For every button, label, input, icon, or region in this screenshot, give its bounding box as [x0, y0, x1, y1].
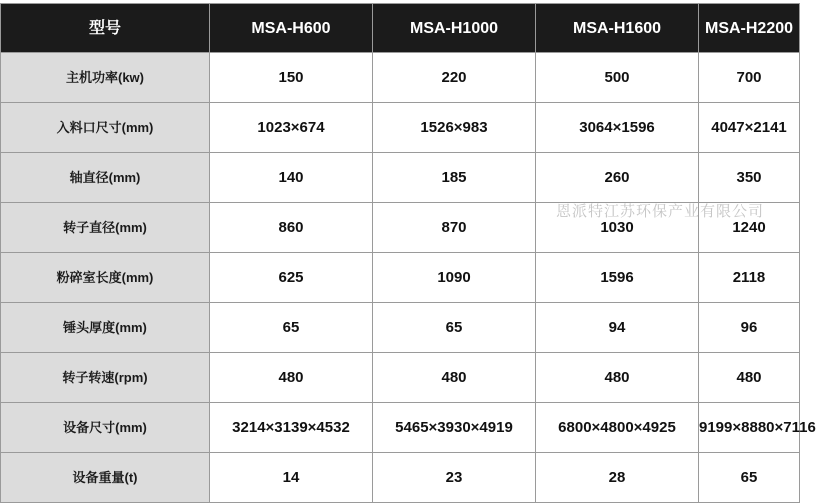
table-row — [1, 453, 800, 503]
table-cell: 220 — [373, 53, 536, 103]
table-cell: 94 — [536, 303, 699, 353]
header-model-h1600: MSA-H1600 — [536, 4, 699, 53]
table-cell: 1526×983 — [373, 103, 536, 153]
row-label: 入料口尺寸(mm) — [1, 103, 210, 153]
table-cell: 3214×3139×4532 — [210, 403, 373, 453]
row-label: 轴直径(mm) — [1, 153, 210, 203]
table-cell: 480 — [699, 353, 800, 403]
table-cell: 65 — [699, 453, 800, 503]
table-cell: 480 — [373, 353, 536, 403]
table-cell: 1030 — [536, 203, 699, 253]
table-cell: 23 — [373, 453, 536, 503]
header-model-h600: MSA-H600 — [210, 4, 373, 53]
table-cell: 140 — [210, 153, 373, 203]
table-cell: 1240 — [699, 203, 800, 253]
table-cell: 260 — [536, 153, 699, 203]
table-row — [1, 103, 800, 153]
table-cell: 28 — [536, 453, 699, 503]
table-row — [1, 353, 800, 403]
table-cell: 625 — [210, 253, 373, 303]
table-cell: 150 — [210, 53, 373, 103]
row-label: 锤头厚度(mm) — [1, 303, 210, 353]
table-cell: 4047×2141 — [699, 103, 800, 153]
row-label: 设备重量(t) — [1, 453, 210, 503]
spec-table — [0, 3, 816, 503]
row-label: 主机功率(kw) — [1, 53, 210, 103]
table-cell: 3064×1596 — [536, 103, 699, 153]
table-cell: 2118 — [699, 253, 800, 303]
table-cell: 700 — [699, 53, 800, 103]
table-row — [1, 403, 800, 453]
company-watermark: 恩派特江苏环保产业有限公司 — [556, 202, 765, 220]
table-cell: 65 — [210, 303, 373, 353]
row-label: 设备尺寸(mm) — [1, 403, 210, 453]
table-row — [1, 153, 800, 203]
table-cell: 1090 — [373, 253, 536, 303]
table-cell: 96 — [699, 303, 800, 353]
table-cell: 870 — [373, 203, 536, 253]
table-row — [1, 53, 800, 103]
row-label: 粉碎室长度(mm) — [1, 253, 210, 303]
table-cell: 5465×3930×4919 — [373, 403, 536, 453]
header-model-h2200: MSA-H2200 — [699, 4, 800, 53]
table-cell: 1596 — [536, 253, 699, 303]
table-cell: 500 — [536, 53, 699, 103]
table-cell: 14 — [210, 453, 373, 503]
table-cell: 350 — [699, 153, 800, 203]
table-cell: 860 — [210, 203, 373, 253]
table-cell: 480 — [536, 353, 699, 403]
table-cell: 9199×8880×7116 — [699, 403, 800, 453]
table-cell: 480 — [210, 353, 373, 403]
row-label: 转子转速(rpm) — [1, 353, 210, 403]
table-cell: 65 — [373, 303, 536, 353]
header-model-label: 型号 — [1, 4, 210, 53]
row-label: 转子直径(mm) — [1, 203, 210, 253]
table-cell: 1023×674 — [210, 103, 373, 153]
header-model-h1000: MSA-H1000 — [373, 4, 536, 53]
table-row — [1, 203, 800, 253]
table-cell: 6800×4800×4925 — [536, 403, 699, 453]
table-cell: 185 — [373, 153, 536, 203]
table-row — [1, 303, 800, 353]
table-header-row — [1, 4, 800, 53]
table-row — [1, 253, 800, 303]
